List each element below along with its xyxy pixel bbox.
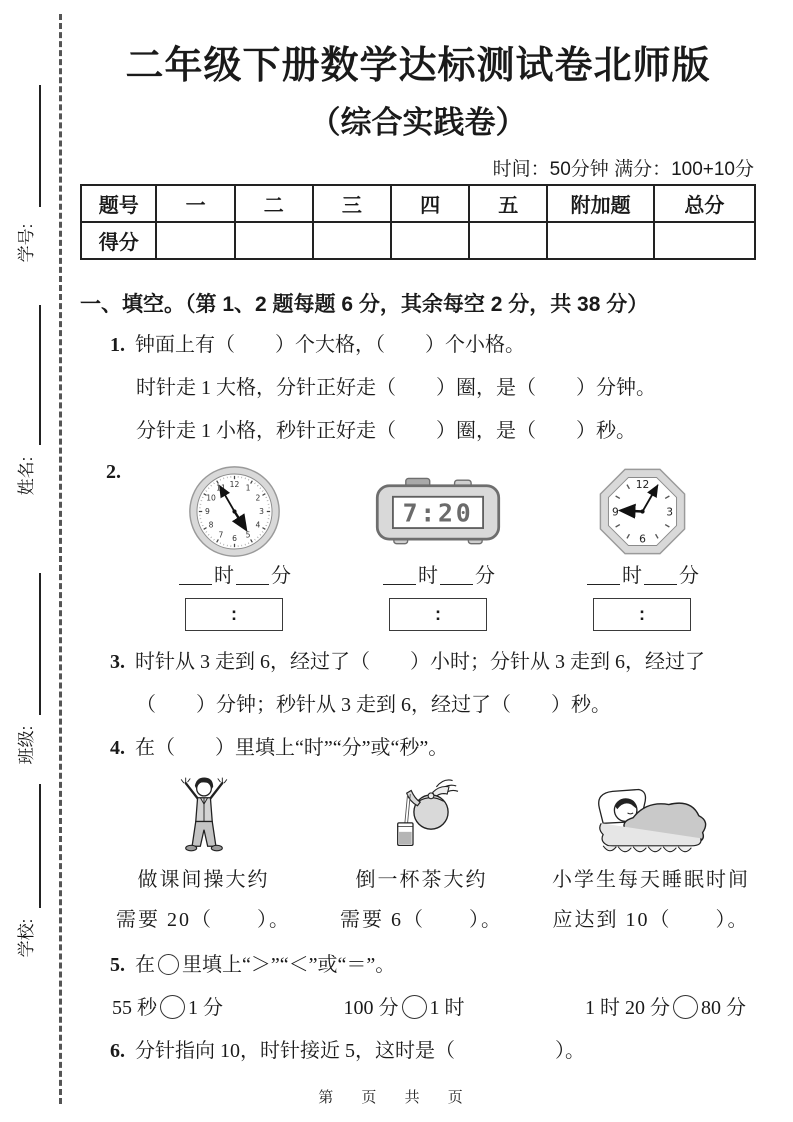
svg-text:10: 10 [205, 493, 216, 503]
question-6-number: 6. [110, 1040, 125, 1062]
class-blank-line [39, 573, 41, 715]
svg-text:3: 3 [665, 504, 673, 518]
question-4-item-exercise [116, 774, 291, 940]
round-analog-clock [187, 464, 282, 559]
svg-text:7: 7 [218, 530, 223, 540]
question-3-line-2: （ ）分钟；秒针从 3 走到 6，经过了（ ）秒。 [136, 694, 611, 716]
tea-caption-line-1: 倒一杯茶大约 [355, 869, 488, 891]
digital-clock-display: 7:20 [402, 498, 474, 528]
question-2-clock-columns [136, 461, 756, 631]
svg-text:3: 3 [258, 506, 264, 516]
question-4-item-sleep [552, 774, 750, 940]
hour-minute-answer-line: 时 分 [585, 561, 699, 591]
question-1-number: 1. [110, 334, 125, 356]
comparison-circle-blank [673, 995, 698, 1019]
school-label: 学校: [17, 918, 36, 958]
sleep-caption-line-1: 小学生每天睡眠时间 [552, 869, 750, 891]
digital-time-answer-box: : [593, 598, 691, 631]
tea-caption-line-2: 需要 6（ ）。 [340, 909, 503, 931]
score-cell [235, 222, 313, 259]
digital-clock [369, 470, 507, 553]
svg-text:5: 5 [245, 530, 250, 540]
sleeping-student-illustration [590, 780, 712, 860]
score-table-score-row [81, 222, 755, 259]
sleep-caption-line-2: 应达到 10（ ）。 [552, 909, 750, 931]
section-1-heading: 一、填空。（第 1、2 题每题 6 分，其余每空 2 分，共 38 分） [80, 293, 649, 316]
hour-blank [587, 565, 620, 585]
score-table-header-row [81, 185, 755, 222]
question-5-prompt: 5. 在 里填上“＞”“＜”或“＝”。 [110, 954, 396, 976]
svg-text:6: 6 [231, 533, 237, 543]
header-total: 总分 [654, 185, 755, 222]
hour-blank [383, 565, 416, 585]
svg-text:6: 6 [638, 532, 646, 546]
score-label-cell: 得分 [81, 222, 156, 259]
paper-content [80, 24, 756, 1073]
clock-column-3 [544, 461, 740, 631]
score-cell [547, 222, 653, 259]
svg-text:9: 9 [204, 506, 210, 516]
octagon-analog-clock [594, 463, 691, 560]
question-5-comparisons [80, 987, 756, 1030]
question-4-prompt: 4. 在（ ）里填上“时”“分”或“秒”。 [110, 737, 449, 759]
digital-time-answer-box: : [185, 598, 283, 631]
hour-blank [179, 565, 212, 585]
student-id-label: 学号: [17, 223, 36, 263]
comparison-3: 1 时 20 分 80 分 [585, 997, 746, 1019]
minute-blank [440, 565, 473, 585]
question-1-line-1: 1. 钟面上有（ ）个大格，（ ）个小格。 [110, 334, 525, 356]
time-score-info: 时间：50分钟 满分：100+10分 [492, 159, 754, 180]
name-blank-line [39, 305, 41, 445]
page-footer: 第 页 共 页 [318, 1089, 475, 1106]
question-4-number: 4. [110, 737, 125, 759]
header-part-5: 五 [469, 185, 547, 222]
header-part-2: 二 [235, 185, 313, 222]
question-3-line-1: 3. 时针从 3 走到 6，经过了（ ）小时；分针从 3 走到 6，经过了 [110, 651, 705, 673]
question-5-number: 5. [110, 954, 125, 976]
comparison-circle-blank [402, 995, 427, 1019]
header-part-1: 一 [156, 185, 234, 222]
student-id-blank-line [39, 85, 41, 207]
question-1-line-3: 分针走 1 小格，秒针正好走（ ）圈，是（ ）秒。 [136, 420, 636, 442]
paper-subtitle: （综合实践卷） [309, 105, 527, 140]
header-question-no: 题号 [81, 185, 156, 222]
svg-text:9: 9 [611, 504, 619, 518]
question-2-number: 2. [106, 461, 121, 483]
question-1-line-2: 时针走 1 大格，分针正好走（ ）圈，是（ ）分钟。 [136, 377, 656, 399]
comparison-circle-blank [158, 954, 179, 975]
digital-time-answer-box: : [389, 598, 487, 631]
paper-title: 二年级下册数学达标测试卷北师版 [125, 45, 711, 87]
score-table [80, 184, 756, 260]
comparison-circle-blank [160, 995, 185, 1019]
score-cell [313, 222, 391, 259]
svg-text:12: 12 [635, 477, 649, 491]
clock-column-1 [136, 461, 332, 631]
header-part-3: 三 [313, 185, 391, 222]
svg-text:8: 8 [208, 520, 213, 530]
score-cell [391, 222, 469, 259]
svg-text:12: 12 [229, 479, 239, 489]
question-4-item-tea [340, 774, 503, 940]
cut-dashed-line [59, 14, 62, 1104]
exercise-caption-line-2: 需要 20（ ）。 [116, 909, 291, 931]
school-blank-line [39, 784, 41, 908]
svg-text:11: 11 [215, 483, 226, 493]
question-2 [80, 461, 756, 631]
hour-minute-answer-line: 时 分 [177, 561, 291, 591]
header-bonus: 附加题 [547, 185, 653, 222]
svg-text:4: 4 [255, 520, 260, 530]
score-cell [156, 222, 234, 259]
comparison-2: 100 分 1 时 [343, 997, 465, 1019]
score-cell [469, 222, 547, 259]
question-6: 6. 分针指向 10，时针接近 5，这时是（ ）。 [110, 1040, 585, 1062]
svg-text:2: 2 [255, 493, 260, 503]
class-label: 班级: [17, 725, 36, 765]
clock-column-2 [340, 461, 536, 631]
pouring-tea-illustration [377, 774, 467, 860]
name-label: 姓名: [17, 456, 36, 496]
question-3-number: 3. [110, 651, 125, 673]
doing-exercises-illustration [158, 773, 250, 860]
svg-text:1: 1 [245, 483, 250, 493]
header-part-4: 四 [391, 185, 469, 222]
hour-minute-answer-line: 时 分 [381, 561, 495, 591]
question-4-items [80, 774, 756, 940]
exercise-caption-line-1: 做课间操大约 [137, 869, 270, 891]
minute-blank [236, 565, 269, 585]
minute-blank [644, 565, 677, 585]
score-cell [654, 222, 755, 259]
comparison-1: 55 秒 1 分 [112, 997, 223, 1019]
